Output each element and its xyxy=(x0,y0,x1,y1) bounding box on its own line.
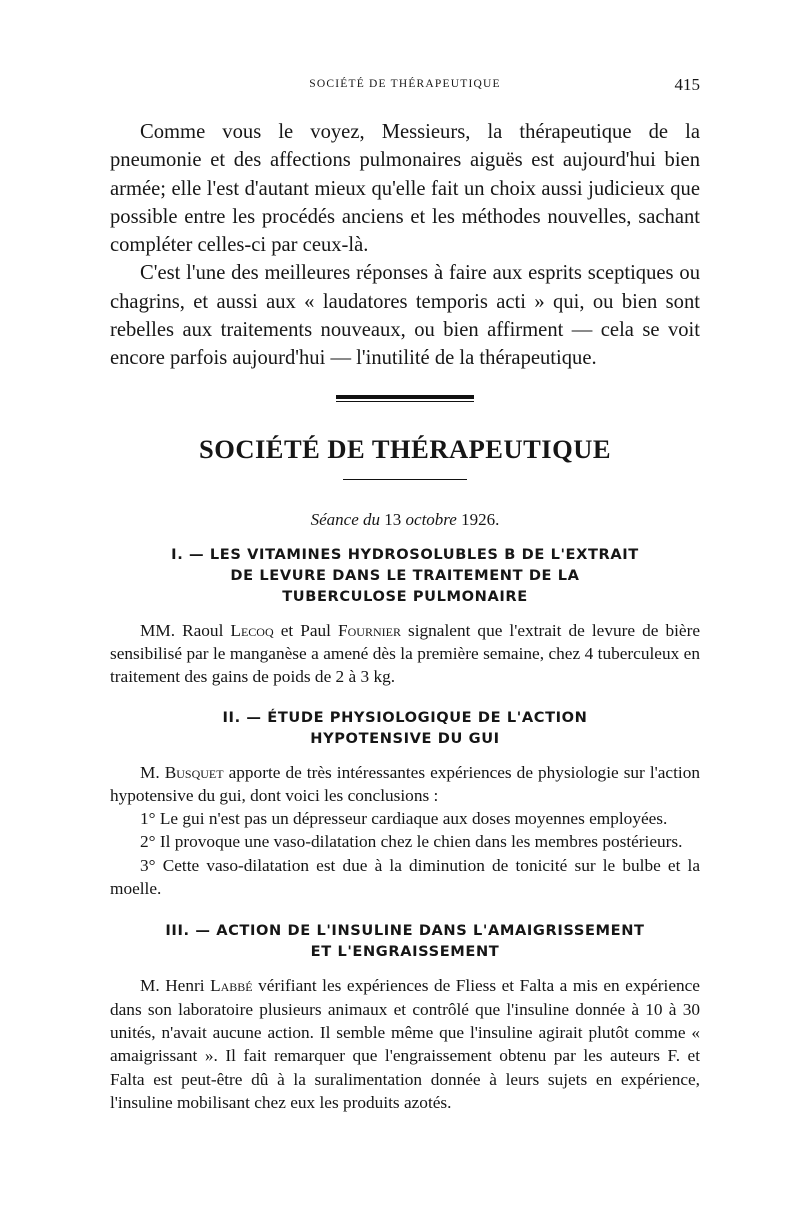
section-paragraph: 1° Le gui n'est pas un dépresseur cardiaque aux doses moyennes employées. xyxy=(140,809,668,829)
text-fragment: et Paul xyxy=(280,620,331,640)
author-name: Busquet xyxy=(164,762,224,782)
section-paragraph: 2° Il provoque une vaso-dilatation chez le chien dans les membres postérieurs. xyxy=(140,832,683,852)
section-title-line: I. — LES VITAMINES HYDROSOLUBLES B DE L'EXTRAIT xyxy=(171,545,639,563)
page-body xyxy=(110,118,700,1114)
seance-date xyxy=(110,510,700,530)
section-title-line: II. — ÉTUDE PHYSIOLOGIQUE DE L'ACTION xyxy=(222,708,588,726)
section-title xyxy=(110,544,700,607)
page-header xyxy=(110,75,700,98)
section-title-line: TUBERCULOSE PULMONAIRE xyxy=(282,587,528,605)
seance-label: Séance du xyxy=(310,509,381,529)
text-fragment: signalent que l'extrait de levure de bière sensibilisé par le manganèse a amené dès la première semaine, chez 4 tuberculeux en traitement des gains de poids de 2 à 3 kg. xyxy=(110,620,700,687)
section-divider-thick xyxy=(336,395,474,399)
section-body xyxy=(110,761,700,901)
seance-year: 1926. xyxy=(461,509,500,529)
section-body xyxy=(110,974,700,1114)
section-paragraph: 3° Cette vaso-dilatation est due à la diminution de tonicité sur le bulbe et la moelle. xyxy=(110,855,700,899)
section-title-line: DE LEVURE DANS LE TRAITEMENT DE LA xyxy=(230,566,580,584)
running-title: SOCIÉTÉ DE THÉRAPEUTIQUE xyxy=(309,78,501,90)
author-name: Fournier xyxy=(338,620,401,640)
title-underline xyxy=(343,479,467,480)
text-fragment: vérifiant les expériences de Fliess et Falta a mis en expérience dans son laboratoire plusieurs animaux et contrôlé que l'insuline donnée à 10 à 30 unités, n'avait aucune action. Il semble même que l'insuline agirait plutôt comme « amaigrissant ». Il fait remarquer que l'engraissement obtenu par les auteurs F. et Falta est peut-être dû à la suralimentation donnée à leurs sujets en expérience, l'insuline mobilisant chez eux les produits azotés. xyxy=(110,976,700,1112)
section-1 xyxy=(110,544,700,689)
text-fragment: M. Henri xyxy=(140,976,205,996)
seance-day: 13 xyxy=(384,509,402,529)
intro-text xyxy=(110,118,700,373)
society-title: SOCIÉTÉ DE THÉRAPEUTIQUE xyxy=(198,433,612,464)
author-name: Lecoq xyxy=(230,620,274,640)
section-paragraph xyxy=(110,619,700,689)
section-title xyxy=(110,920,700,962)
intro-paragraph: Comme vous le voyez, Messieurs, la thérapeutique de la pneumonie et des affections pulmonaires aiguës est aujourd'hui bien armée; elle l'est d'autant mieux qu'elle fait un choix aussi judicieux que possible entre les procédés anciens et les méthodes nouvelles, sachant compléter celles-ci par ceux-là. xyxy=(110,121,700,257)
section-body xyxy=(110,619,700,689)
text-fragment: MM. Raoul xyxy=(140,620,224,640)
section-paragraph xyxy=(110,761,700,808)
section-title-line: III. — ACTION DE L'INSULINE DANS L'AMAIGRISSEMENT xyxy=(165,922,645,940)
section-3 xyxy=(110,920,700,1114)
text-fragment: M. xyxy=(140,762,160,782)
intro-paragraph: C'est l'une des meilleures réponses à faire aux esprits sceptiques ou chagrins, et aussi aux « laudatores temporis acti » qui, ou bien sont rebelles aux traitements nouveaux, ou bien affirment — cela se voit encore parfois aujourd'hui — l'inutilité de la thérapeutique. xyxy=(110,262,700,370)
section-divider-thin xyxy=(336,401,474,402)
section-title-line: HYPOTENSIVE DU GUI xyxy=(310,729,500,747)
page-number: 415 xyxy=(674,75,700,94)
section-paragraph xyxy=(110,974,700,1114)
text-fragment: apporte de très intéressantes expériences de physiologie sur l'action hypotensive du gui, dont voici les conclusions : xyxy=(110,762,700,805)
section-title-line: ET L'ENGRAISSEMENT xyxy=(310,943,500,961)
seance-month: octobre xyxy=(405,509,457,529)
section-title xyxy=(110,707,700,749)
author-name: Labbé xyxy=(210,976,253,996)
section-2 xyxy=(110,707,700,901)
